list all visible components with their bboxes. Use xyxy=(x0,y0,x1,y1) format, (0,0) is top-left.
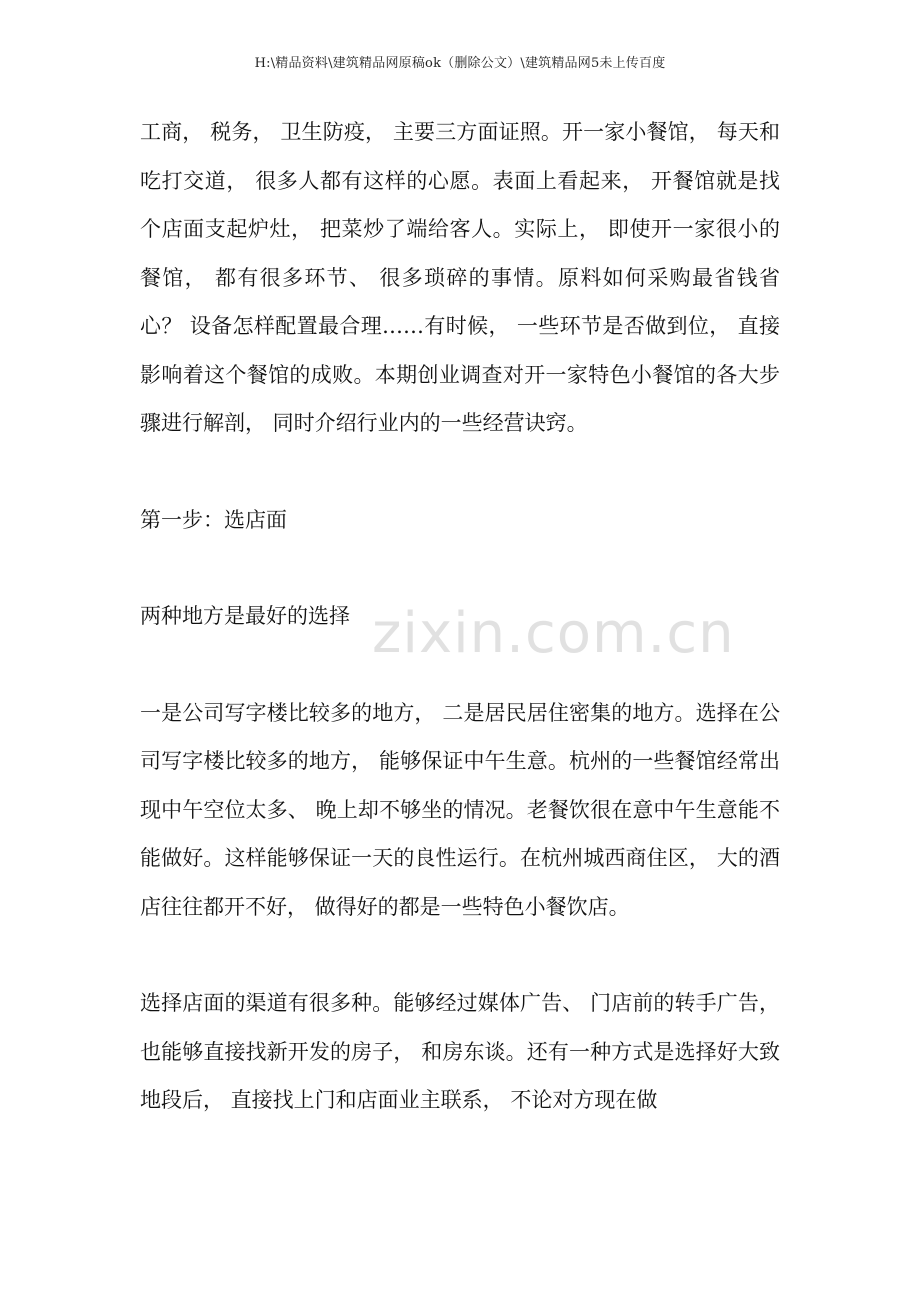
document-body xyxy=(140,108,780,1125)
intro-paragraph: 工商， 税务， 卫生防疫， 主要三方面证照。开一家小餐馆， 每天和吃打交道， 很多人都有这样的心愿。表面上看起来， 开餐馆就是找个店面支起炉灶， 把菜炒了端给客人。实际上， 即使开一家很小的餐馆， 都有很多环节、 很多琐碎的事情。原料如何采购最省钱省心？ 设备怎样配置最合理……有时候， 一些环节是否做到位， 直接影响着这个餐馆的成败。本期创业调查对开一家特色小餐馆的各大步骤进行解剖， 同时介绍行业内的一些经营诀窍。 xyxy=(140,120,780,435)
document-header-path: H:\精品资料\建筑精品网原稿ok（删除公文）\建筑精品网5未上传百度 xyxy=(254,56,666,71)
watermark: zixin.com.cn xyxy=(372,601,735,666)
channel-paragraph: 选择店面的渠道有很多种。能够经过媒体广告、 门店前的转手广告， 也能够直接找新开发的房子， 和房东谈。还有一种方式是选择好大致地段后， 直接找上门和店面业主联系， 不论对方现在做 xyxy=(140,991,780,1112)
location-subheading: 两种地方是最好的选择 xyxy=(140,604,350,628)
location-paragraph: 一是公司写字楼比较多的地方， 二是居民居住密集的地方。选择在公司写字楼比较多的地方， 能够保证中午生意。杭州的一些餐馆经常出现中午空位太多、 晚上却不够坐的情况。老餐饮很在意中午生意能不能做好。这样能够保证一天的良性运行。在杭州城西商住区， 大的酒店往往都开不好， 做得好的都是一些特色小餐饮店。 xyxy=(140,700,780,919)
step1-heading: 第一步：选店面 xyxy=(140,507,287,532)
